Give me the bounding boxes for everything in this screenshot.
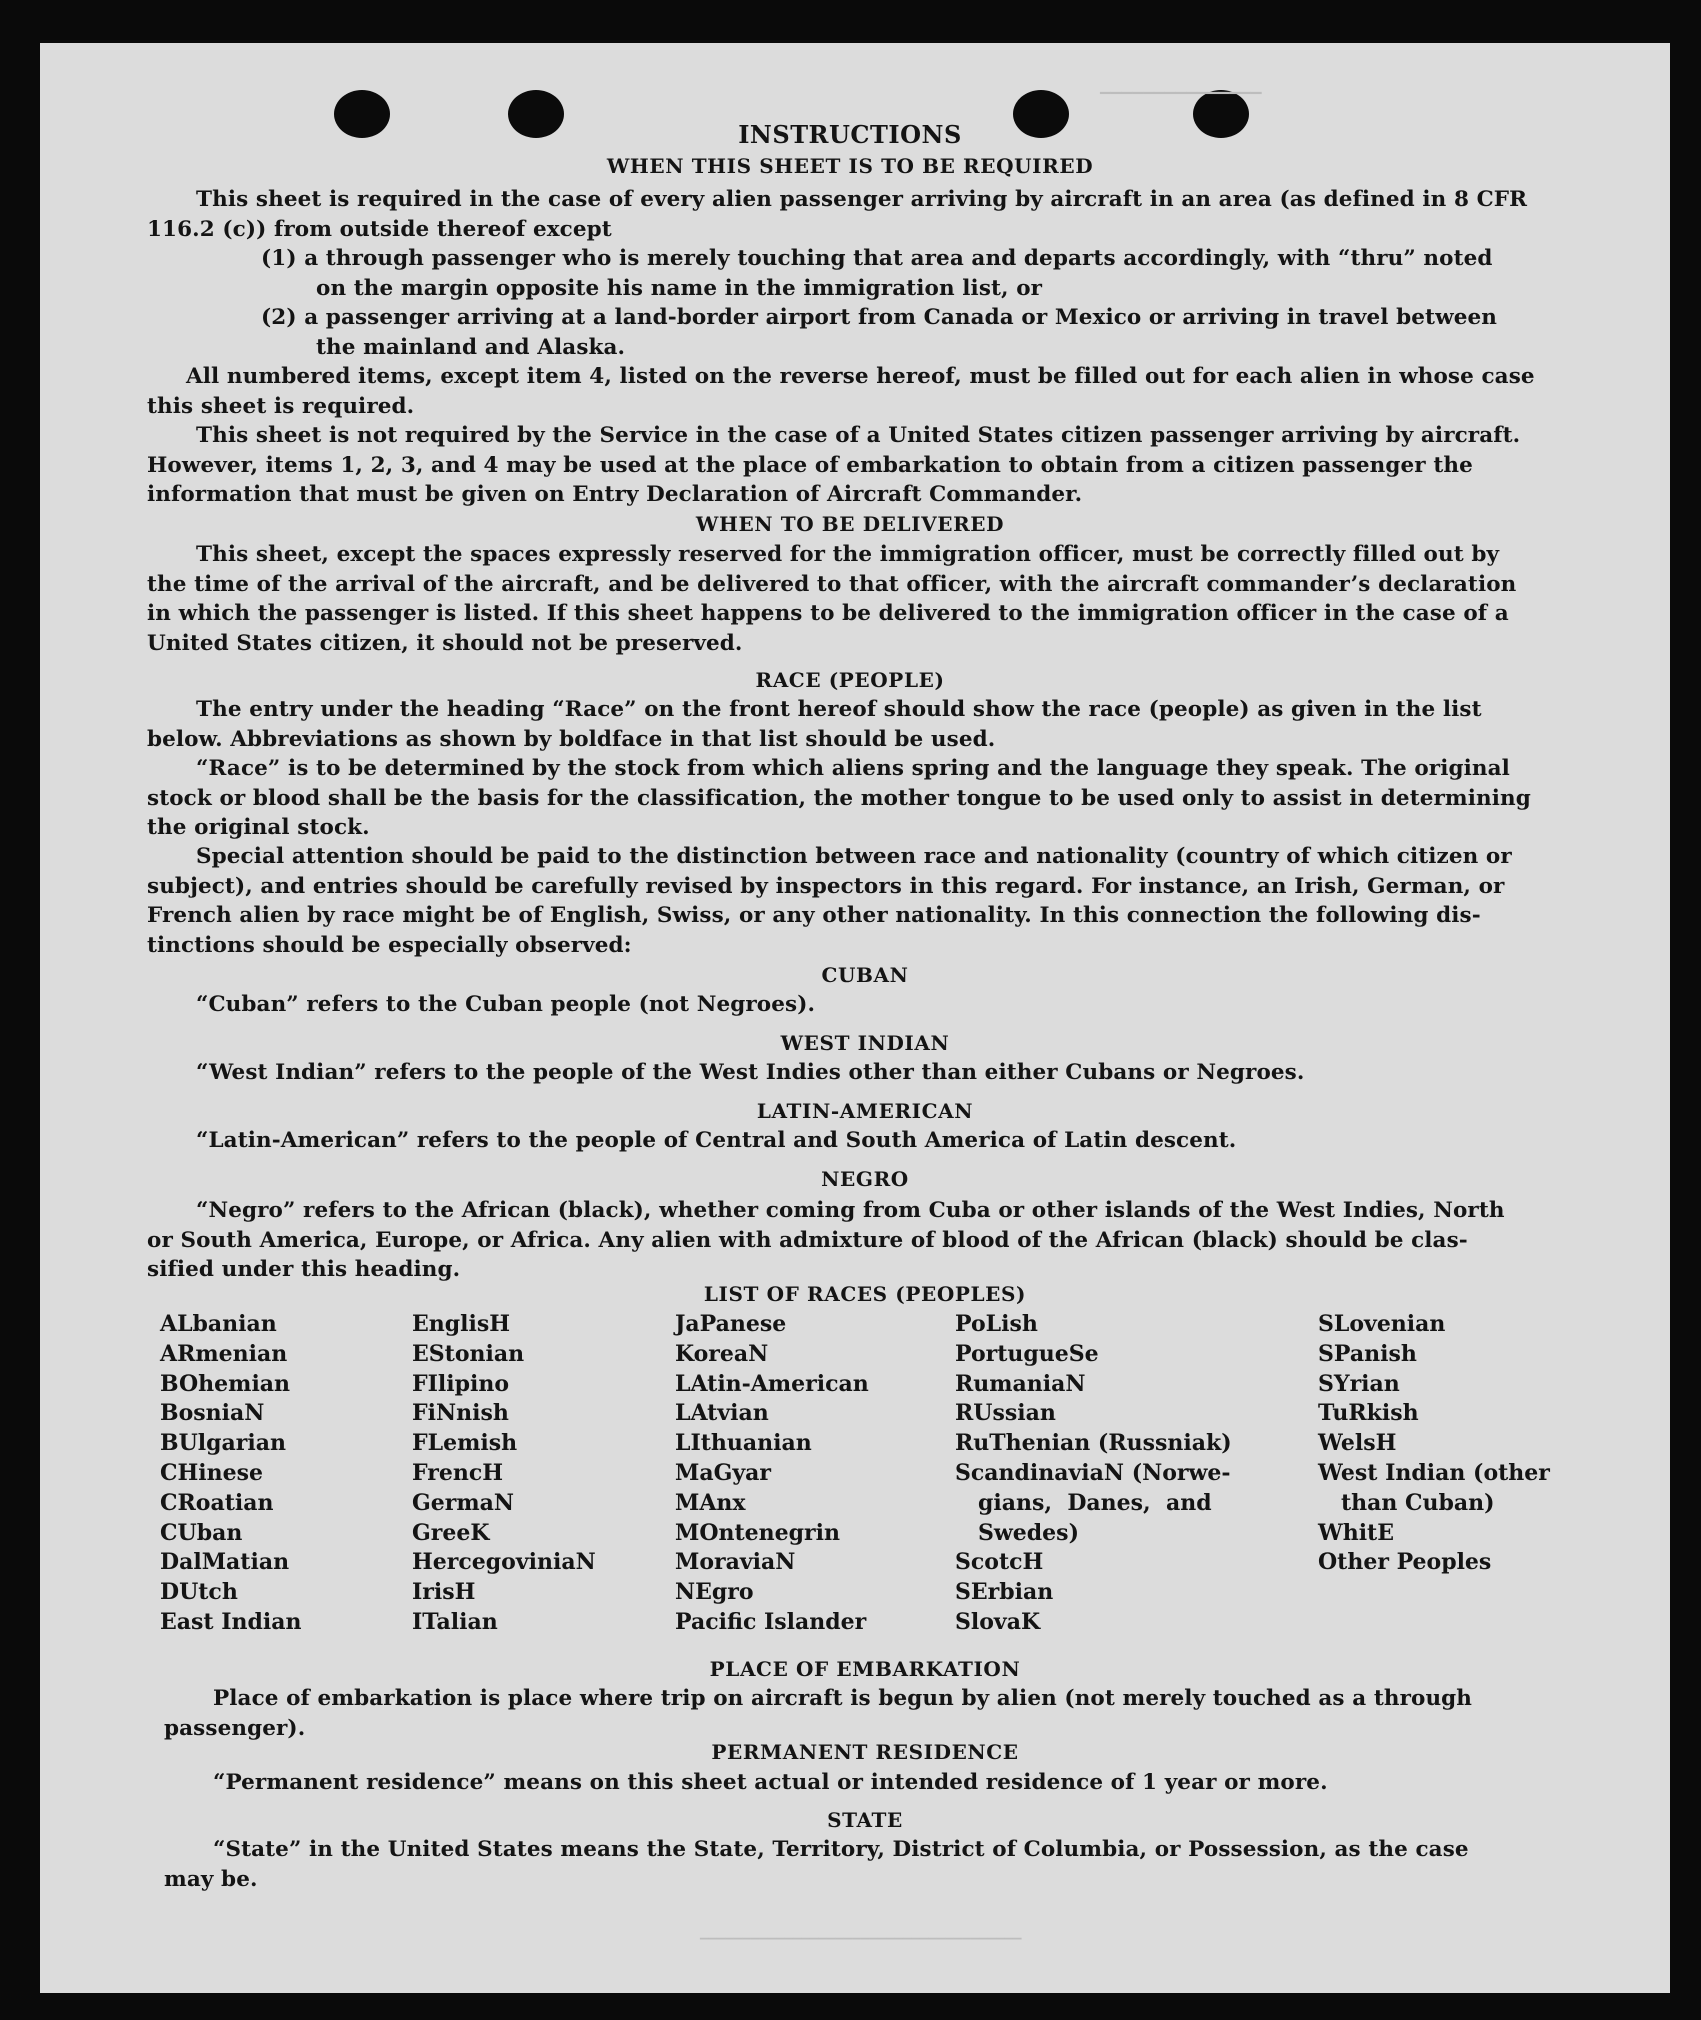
paragraph-permanent-residence: “Permanent residence” means on this sheet actual or intended residence of 1 year or more. bbox=[213, 1770, 1328, 1795]
bleed-through-text: ▔▔▔▔▔▔▔▔▔▔▔▔▔▔▔ bbox=[1100, 93, 1262, 109]
race-item: TuRkish bbox=[1318, 1400, 1419, 1427]
heading-delivered: WHEN TO BE DELIVERED bbox=[695, 512, 1005, 536]
races-column-3 bbox=[675, 1310, 869, 1638]
race-item: ARmenian bbox=[160, 1340, 288, 1367]
heading-embarkation: PLACE OF EMBARKATION bbox=[709, 1657, 1021, 1681]
paragraph-cuban: “Cuban” refers to the Cuban people (not Negroes). bbox=[196, 992, 816, 1017]
race-item: ALbanian bbox=[160, 1311, 277, 1337]
race-item: DalMatian bbox=[160, 1549, 290, 1576]
heading-permanent-residence: PERMANENT RESIDENCE bbox=[711, 1740, 1019, 1764]
race-item: SLovenian bbox=[1318, 1311, 1446, 1337]
document-page bbox=[40, 43, 1670, 1993]
heading-west-indian: WEST INDIAN bbox=[780, 1031, 950, 1055]
race-item: SlovaK bbox=[955, 1608, 1041, 1635]
race-item: IrisH bbox=[412, 1579, 476, 1606]
race-item: SPanish bbox=[1318, 1340, 1417, 1367]
race-item: FrencH bbox=[412, 1459, 503, 1486]
race-item: SYrian bbox=[1318, 1370, 1400, 1397]
race-item: ScotcH bbox=[955, 1549, 1044, 1576]
race-item: ScandinaviaN (Norwe- bbox=[955, 1459, 1231, 1486]
races-column-4 bbox=[955, 1310, 1232, 1638]
heading-cuban: CUBAN bbox=[821, 963, 909, 987]
heading-state: STATE bbox=[827, 1808, 903, 1832]
race-item: HercegoviniaN bbox=[412, 1549, 596, 1576]
paragraph-state: “State” in the United States means the State, Territory, District of Columbia, or Possession, as the case may be. bbox=[164, 1837, 1469, 1892]
race-item: West Indian (other bbox=[1318, 1459, 1550, 1486]
races-column-1 bbox=[160, 1310, 302, 1638]
race-item: CRoatian bbox=[160, 1489, 274, 1516]
race-item: BosniaN bbox=[160, 1400, 265, 1427]
race-item: RUssian bbox=[955, 1400, 1056, 1427]
race-item: PortugueSe bbox=[955, 1340, 1099, 1367]
race-item: East Indian bbox=[160, 1608, 302, 1635]
race-item: BOhemian bbox=[160, 1370, 291, 1397]
race-item: ITalian bbox=[412, 1608, 498, 1635]
races-column-5 bbox=[1318, 1310, 1550, 1578]
races-list bbox=[160, 1310, 1670, 1670]
bleed-through-text: ▔▔▔▔▔▔▔▔▔▔▔▔▔▔▔▔▔▔▔▔▔▔▔▔▔▔▔▔▔▔▔▔▔▔▔▔▔▔ bbox=[700, 1938, 1022, 1951]
paragraph-latin-american: “Latin-American” refers to the people of Central and South America of Latin descent. bbox=[196, 1128, 1237, 1153]
race-item: gians, Danes, and bbox=[955, 1489, 1212, 1516]
race-item: GreeK bbox=[412, 1519, 490, 1546]
race-item: NEgro bbox=[675, 1579, 754, 1606]
race-item: LIthuanian bbox=[675, 1430, 812, 1457]
heading-list-of-races: LIST OF RACES (PEOPLES) bbox=[703, 1282, 1027, 1306]
race-item: MaGyar bbox=[675, 1459, 772, 1486]
race-item: WhitE bbox=[1318, 1519, 1394, 1546]
race-item: FiNnish bbox=[412, 1400, 509, 1427]
page-title: INSTRUCTIONS bbox=[738, 120, 962, 149]
paragraph-race-entry: The entry under the heading “Race” on the front hereof should show the race (people) as given in the list below. Abbreviations as shown by boldface in that list should be used. bbox=[147, 697, 1482, 752]
race-item: RumaniaN bbox=[955, 1370, 1086, 1397]
race-item: GermaN bbox=[412, 1489, 515, 1516]
paragraph-exception-2: (2) a passenger arriving at a land-border airport from Canada or Mexico or arriving in travel between the mainland and Alaska. bbox=[261, 305, 1497, 360]
race-item: DUtch bbox=[160, 1579, 238, 1606]
paragraph-numbered-items: All numbered items, except item 4, listed on the reverse hereof, must be filled out for each alien in whose case this sheet is required. bbox=[147, 364, 1535, 419]
paragraph-embarkation: Place of embarkation is place where trip on aircraft is begun by alien (not merely touched as a through passenger). bbox=[164, 1686, 1473, 1741]
paragraph-negro: “Negro” refers to the African (black), whether coming from Cuba or other islands of the West Indies, North or South America, Europe, or Africa. Any alien with admixture of blood of the African (black) should be clas- sified under this heading. bbox=[147, 1198, 1505, 1282]
paragraph-citizen: This sheet is not required by the Service in the case of a United States citizen passenger arriving by aircraft. However, items 1, 2, 3, and 4 may be used at the place of embarkation to obtain from a citizen passenger the information that must be given on Entry Declaration of Aircraft Commander. bbox=[147, 423, 1521, 507]
paragraph-delivered: This sheet, except the spaces expressly reserved for the immigration officer, must be correctly filled out by the time of the arrival of the aircraft, and be delivered to that officer, with the aircraft commander’s declaration in which the passenger is listed. If this sheet happens to be delivered to the immigration officer in the case of a United States citizen, it should not be preserved. bbox=[147, 542, 1517, 656]
race-item: FLemish bbox=[412, 1430, 518, 1457]
race-item: RuThenian (Russniak) bbox=[955, 1430, 1232, 1457]
heading-race: RACE (PEOPLE) bbox=[755, 668, 945, 692]
race-item: EnglisH bbox=[412, 1311, 511, 1337]
race-item: Pacific Islander bbox=[675, 1608, 867, 1635]
paragraph-exception-1: (1) a through passenger who is merely touching that area and departs accordingly, with “thru” noted on the margin opposite his name in the immigration list, or bbox=[261, 246, 1493, 301]
race-item: Other Peoples bbox=[1318, 1549, 1492, 1576]
race-item: LAtvian bbox=[675, 1400, 769, 1427]
paragraph-race-stock: “Race” is to be determined by the stock from which aliens spring and the language they speak. The original stock or blood shall be the basis for the classification, the mother tongue to be used only to assist in determining the original stock. bbox=[147, 756, 1531, 840]
race-item: MAnx bbox=[675, 1489, 746, 1516]
race-item: EStonian bbox=[412, 1340, 525, 1367]
race-item: than Cuban) bbox=[1318, 1489, 1495, 1516]
race-item: PoLish bbox=[955, 1311, 1038, 1337]
race-item: FIlipino bbox=[412, 1370, 510, 1397]
heading-latin-american: LATIN-AMERICAN bbox=[756, 1099, 974, 1123]
race-item: LAtin-American bbox=[675, 1370, 869, 1397]
race-item: CHinese bbox=[160, 1459, 264, 1486]
paragraph-required: This sheet is required in the case of every alien passenger arriving by aircraft in an area (as defined in 8 CFR 116.2 (c)) from outside thereof except bbox=[147, 187, 1528, 242]
race-item: Swedes) bbox=[955, 1519, 1079, 1546]
paragraph-race-nationality: Special attention should be paid to the distinction between race and nationality (country of which citizen or subject), and entries should be carefully revised by inspectors in this regard. For instance, an Irish, German, or French alien by race might be of English, Swiss, or any other nationality. In this connection the following dis- tinctions should be especially observed: bbox=[147, 844, 1512, 958]
race-item: CUban bbox=[160, 1519, 243, 1546]
heading-required: WHEN THIS SHEET IS TO BE REQUIRED bbox=[606, 154, 1094, 178]
race-item: KoreaN bbox=[675, 1340, 769, 1367]
paragraph-west-indian: “West Indian” refers to the people of the West Indies other than either Cubans or Negroes. bbox=[196, 1060, 1305, 1085]
heading-negro: NEGRO bbox=[821, 1167, 909, 1191]
race-item: MoraviaN bbox=[675, 1549, 796, 1576]
race-item: JaPanese bbox=[675, 1311, 787, 1337]
race-item: SErbian bbox=[955, 1579, 1054, 1606]
races-column-2 bbox=[412, 1310, 596, 1638]
race-item: BUlgarian bbox=[160, 1430, 286, 1457]
race-item: MOntenegrin bbox=[675, 1519, 840, 1546]
race-item: WelsH bbox=[1318, 1430, 1397, 1457]
